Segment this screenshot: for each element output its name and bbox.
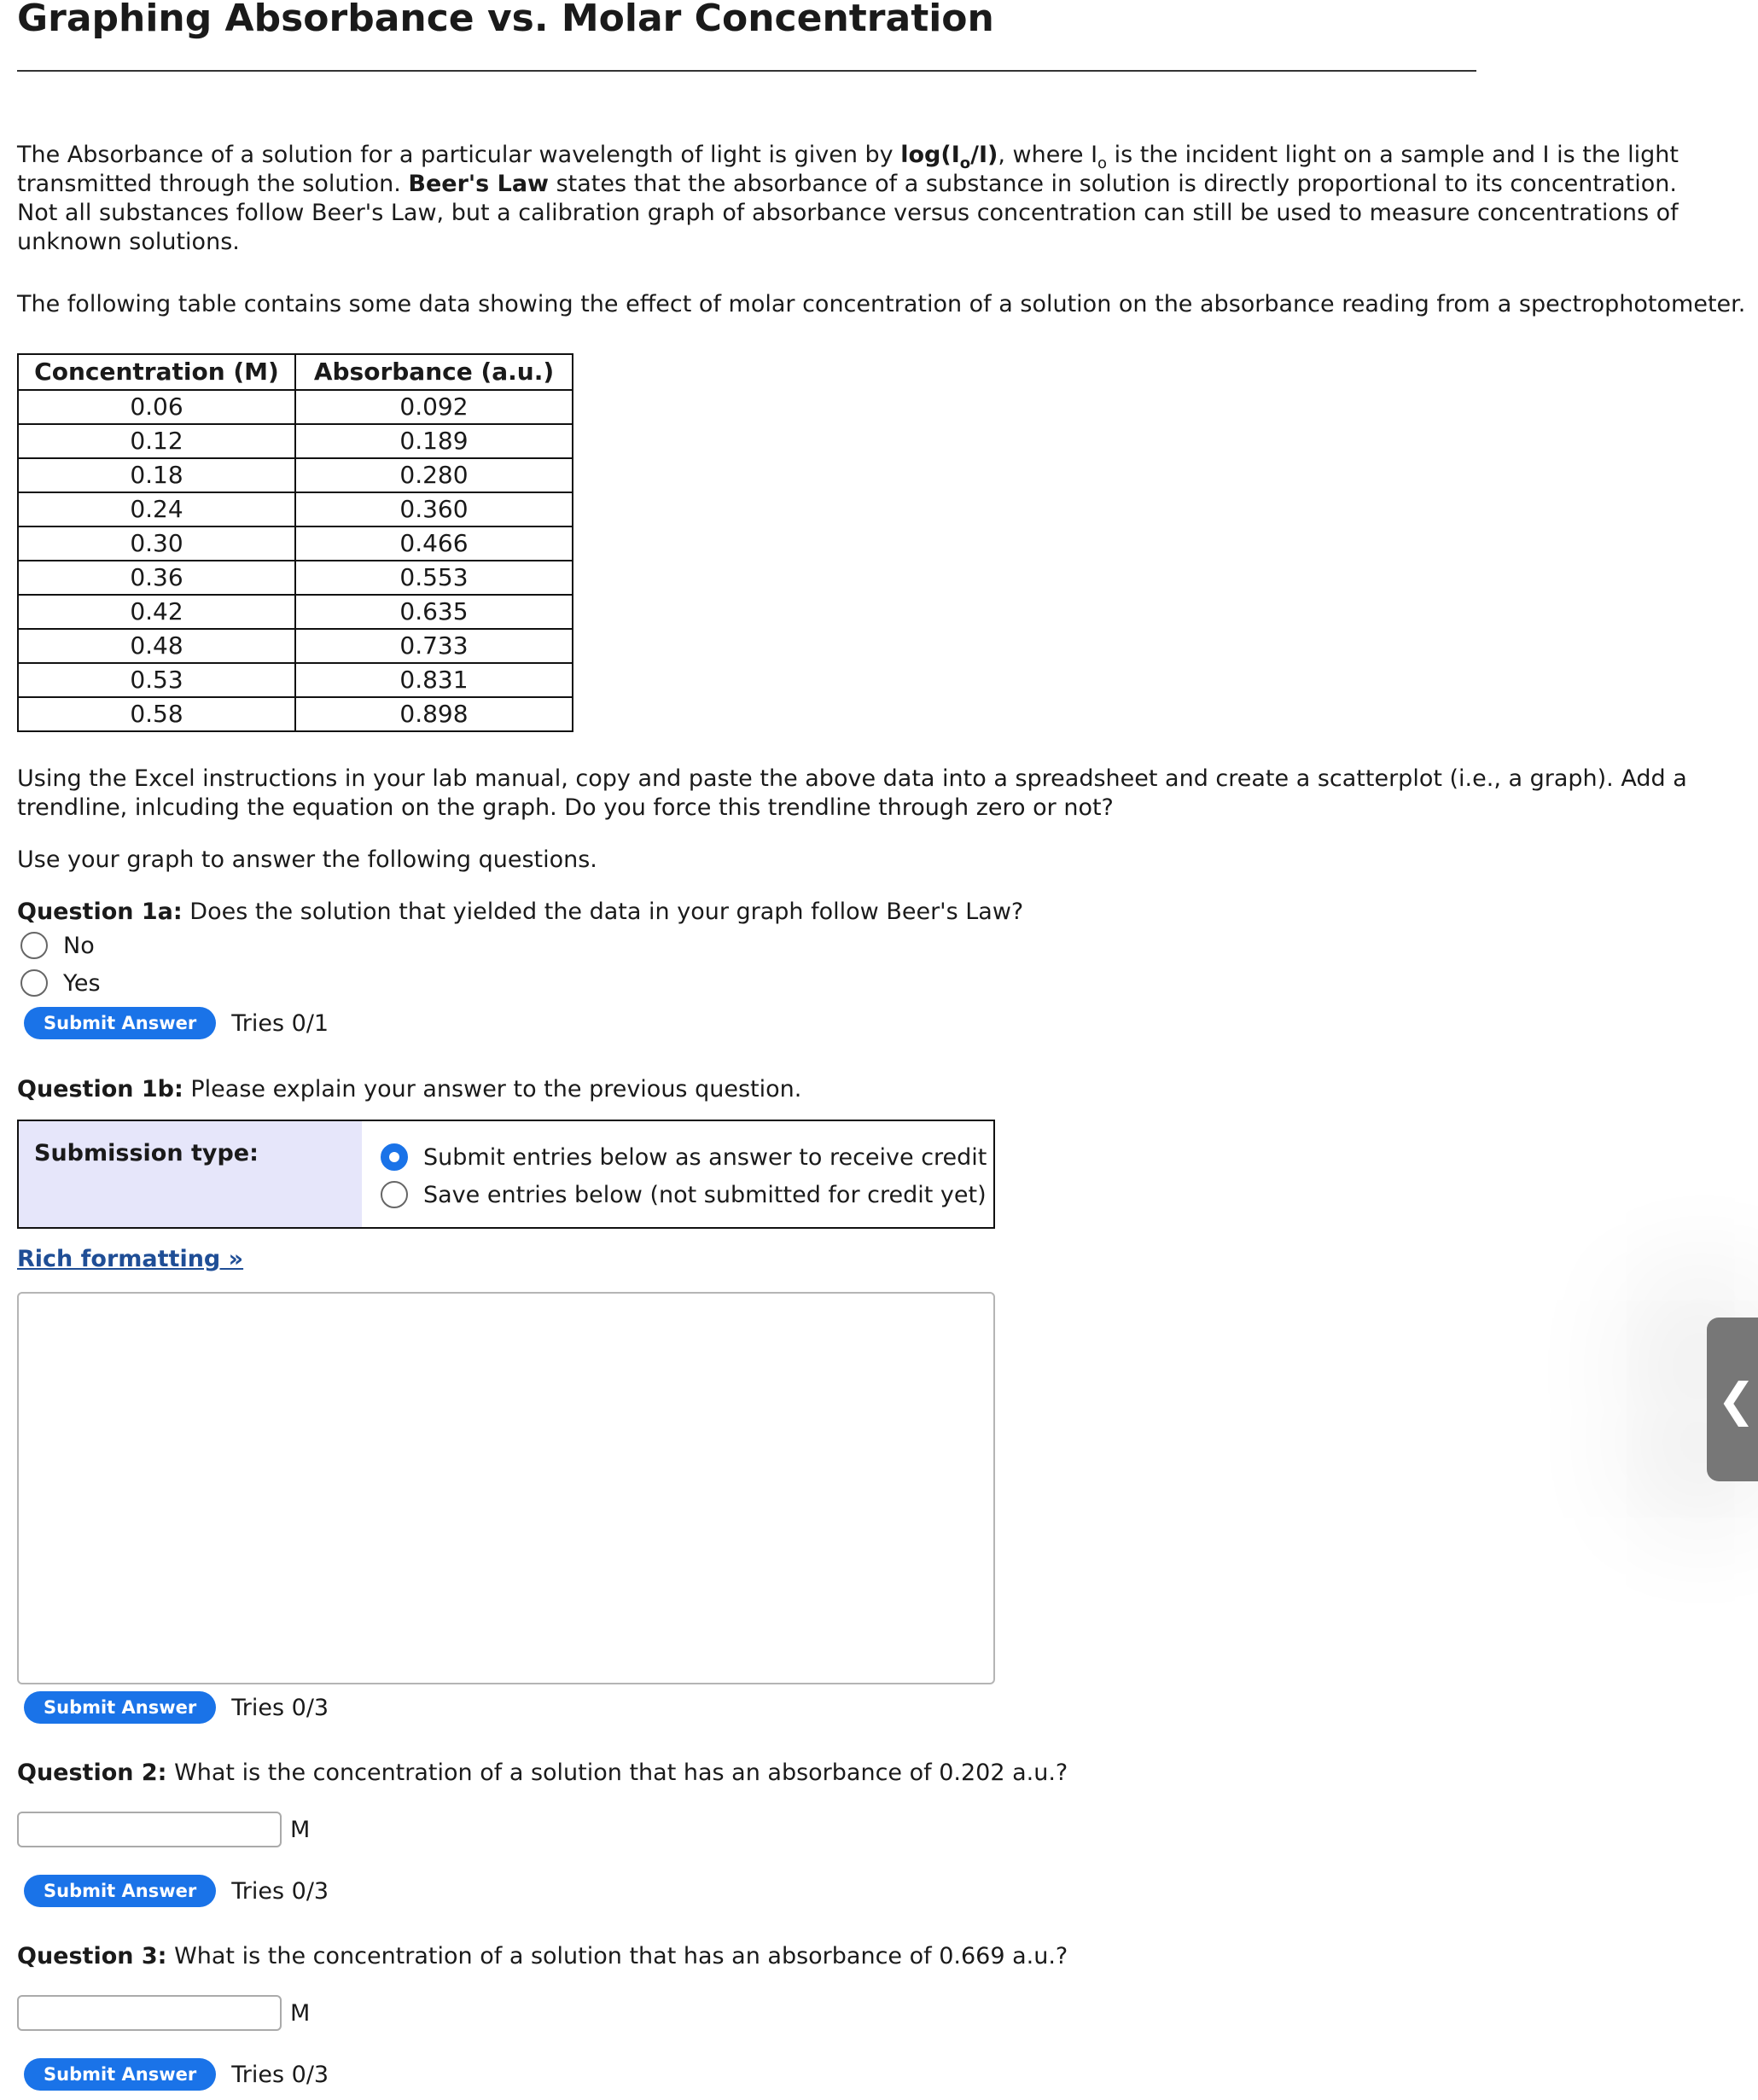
q2-tries: Tries 0/3 bbox=[231, 1877, 329, 1905]
table-intro: The following table contains some data showing the effect of molar concentration of a solution on the absorbance reading from a spectrophotometer. bbox=[17, 291, 1746, 317]
rich-formatting-link[interactable]: Rich formatting » bbox=[17, 1246, 244, 1272]
submission-option-save[interactable]: Save entries below (not submitted for credit yet) bbox=[381, 1178, 987, 1212]
q1a-submit-row bbox=[24, 1007, 329, 1039]
submission-option-submit[interactable]: Submit entries below as answer to receive credit bbox=[381, 1140, 987, 1174]
q2-answer-row bbox=[17, 1811, 310, 1848]
q1b-tries: Tries 0/3 bbox=[231, 1694, 329, 1721]
chevron-left-icon[interactable]: ❮ bbox=[1717, 1373, 1756, 1427]
concentration-cell: 0.53 bbox=[18, 663, 295, 697]
data-table bbox=[17, 353, 573, 732]
concentration-cell: 0.12 bbox=[18, 424, 295, 458]
q3-answer-input[interactable] bbox=[17, 1995, 282, 2031]
q1b-submit-button[interactable]: Submit Answer bbox=[24, 1691, 216, 1724]
absorbance-cell: 0.189 bbox=[295, 424, 573, 458]
instructions-paragraph: Using the Excel instructions in your lab manual, copy and paste the above data into a spreadsheet and create a scatterplot (i.e., a graph). Add a trendline, inlcuding the equation on the graph. Do you force this trendline through zero or not? bbox=[17, 765, 1687, 821]
intro-paragraph: The Absorbance of a solution for a particular wavelength of light is given by $\log(I_o/I)$, where $I_o$ is the incident light on a sample and I is the light transmitted through the solution. Beer's Law states that the absorbance of a substance in solution is directly proportional to its concentration. Not all substances follow Beer's Law, but a calibration graph of absorbance versus concentration can still be used to measure concentrations of unknown solutions. bbox=[17, 142, 1679, 255]
q3-tries: Tries 0/3 bbox=[231, 2061, 329, 2088]
table-row bbox=[18, 561, 573, 595]
table-row bbox=[18, 526, 573, 561]
question-3: Question 3: What is the concentration of a solution that has an absorbance of 0.669 a.u.? bbox=[17, 1943, 1068, 1969]
table-row bbox=[18, 697, 573, 731]
q2-unit: M bbox=[290, 1816, 311, 1843]
q1a-option-no[interactable]: No bbox=[20, 928, 95, 963]
table-row bbox=[18, 390, 573, 424]
q3-submit-button[interactable]: Submit Answer bbox=[24, 2058, 216, 2091]
absorbance-formula: $\log(I_o/I)$ bbox=[900, 142, 998, 172]
q2-answer-input[interactable] bbox=[17, 1812, 282, 1847]
column-header: Absorbance (a.u.) bbox=[295, 354, 573, 390]
absorbance-cell: 0.092 bbox=[295, 390, 573, 424]
submission-type-options bbox=[362, 1121, 993, 1227]
absorbance-cell: 0.635 bbox=[295, 595, 573, 629]
submission-type-box bbox=[17, 1120, 995, 1229]
question-2: Question 2: What is the concentration of a solution that has an absorbance of 0.202 a.u.? bbox=[17, 1760, 1068, 1786]
page-title: Graphing Absorbance vs. Molar Concentration bbox=[17, 0, 994, 40]
table-row bbox=[18, 663, 573, 697]
concentration-cell: 0.58 bbox=[18, 697, 295, 731]
q3-unit: M bbox=[290, 1999, 311, 2027]
q1a-option-yes[interactable]: Yes bbox=[20, 966, 101, 1000]
table-row bbox=[18, 424, 573, 458]
q1b-submit-row bbox=[24, 1691, 329, 1724]
concentration-cell: 0.24 bbox=[18, 492, 295, 526]
absorbance-cell: 0.553 bbox=[295, 561, 573, 595]
concentration-cell: 0.42 bbox=[18, 595, 295, 629]
absorbance-cell: 0.831 bbox=[295, 663, 573, 697]
absorbance-cell: 0.898 bbox=[295, 697, 573, 731]
submission-type-label: Submission type: bbox=[19, 1121, 362, 1227]
table-row bbox=[18, 595, 573, 629]
q3-submit-row bbox=[24, 2058, 329, 2091]
title-divider bbox=[17, 70, 1476, 72]
table-row bbox=[18, 492, 573, 526]
absorbance-cell: 0.360 bbox=[295, 492, 573, 526]
concentration-cell: 0.06 bbox=[18, 390, 295, 424]
beers-law-term: Beer's Law bbox=[408, 171, 549, 197]
absorbance-cell: 0.466 bbox=[295, 526, 573, 561]
side-panel-toggle[interactable] bbox=[1707, 1318, 1758, 1481]
concentration-cell: 0.48 bbox=[18, 629, 295, 663]
concentration-cell: 0.36 bbox=[18, 561, 295, 595]
q1b-answer-textarea[interactable] bbox=[17, 1292, 995, 1684]
question-1a: Question 1a: Does the solution that yielded the data in your graph follow Beer's Law? bbox=[17, 899, 1024, 925]
q3-answer-row bbox=[17, 1994, 310, 2032]
radio-button[interactable] bbox=[20, 969, 48, 997]
absorbance-cell: 0.280 bbox=[295, 458, 573, 492]
q1a-submit-button[interactable]: Submit Answer bbox=[24, 1007, 216, 1039]
instructions-use-graph: Use your graph to answer the following questions. bbox=[17, 846, 597, 873]
radio-button[interactable] bbox=[381, 1181, 408, 1208]
radio-button-selected[interactable] bbox=[381, 1143, 408, 1171]
q2-submit-button[interactable]: Submit Answer bbox=[24, 1875, 216, 1907]
concentration-cell: 0.30 bbox=[18, 526, 295, 561]
q2-submit-row bbox=[24, 1875, 329, 1907]
column-header: Concentration (M) bbox=[18, 354, 295, 390]
radio-button[interactable] bbox=[20, 932, 48, 959]
question-1b: Question 1b: Please explain your answer to the previous question. bbox=[17, 1076, 802, 1102]
table-header-row bbox=[18, 354, 573, 390]
table-row bbox=[18, 458, 573, 492]
table-row bbox=[18, 629, 573, 663]
concentration-cell: 0.18 bbox=[18, 458, 295, 492]
absorbance-cell: 0.733 bbox=[295, 629, 573, 663]
q1a-tries: Tries 0/1 bbox=[231, 1009, 329, 1037]
